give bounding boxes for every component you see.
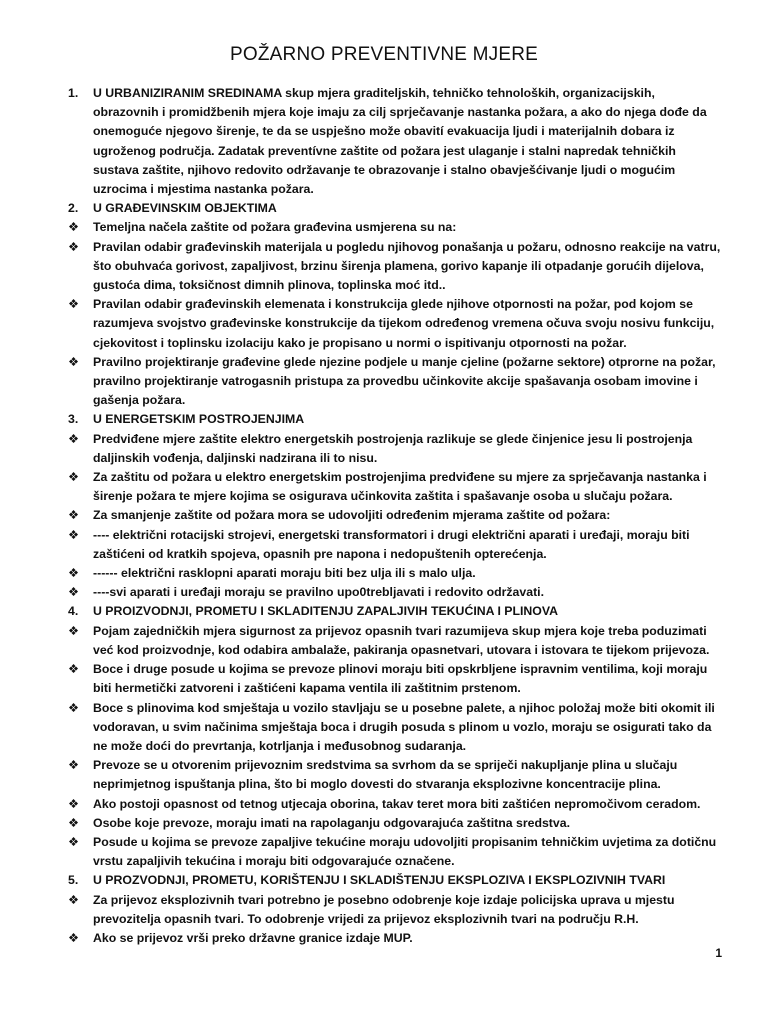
diamond-bullet-icon: ❖ <box>68 892 80 907</box>
section-number: 3. <box>68 412 79 427</box>
diamond-bullet-icon: ❖ <box>68 508 80 523</box>
bullet-text: Pravilno projektiranje građevine glede njezine podjele u manje cjeline (požarne sektore) otprorne na požar, pravilno projektiranje vatrogasnih pristupa za provedbu učinkovite akcije spašavanja osobam imovine i gašenja požara. <box>93 354 716 408</box>
bullet-item <box>63 564 723 583</box>
bullet-text: Boce s plinovima kod smještaja u vozilo stavljaju se u posebne palete, a njihoc položaj može biti okomit ili vodoravan, u svim načinima smještaja boca i drugih posuda s plinom u vozlo, moraju se osigurati tako da ne može doći do prevrtanja, kotrljanja i međusobnog sudaranja. <box>93 700 715 753</box>
bullet-item <box>63 833 723 871</box>
bullet-text: ---- električni rotacijski strojevi, energetski transformatori i drugi električni aparati i uređaji, moraju biti zaštićeni od kratkih spojeva, opasnih pre napona i nedopuštenih opterećenja. <box>93 527 690 561</box>
bullet-text: Za smanjenje zaštite od požara mora se udovoljiti određenim mjerama zaštite od požara: <box>93 508 611 523</box>
section-text: U URBANIZIRANIM SREDINAMA skup mjera graditeljskih, tehničko tehnoloških, organizacijskih, obrazovnih i promidžbenih mjera koje imaju za cilj sprječavanje nastanka požara, a ako do njega dođe da onemoguće njegovo širenje, te da se uspješno može obavití evakuacija ljudi i materijalnih dobara iz ugroženog područja. Zadatak preventívne zaštite od požara jest ulaganje i stalni napredak tehničkih sustava zaštite, njihovo redovito održavanje te obrazovanje i stalno obavješćivanje ljudi o mogućim uzrocima i mjestima nastanka požara. <box>93 86 707 197</box>
bullet-text: Ako postoji opasnost od tetnog utjecaja oborina, takav teret mora biti zaštićen nepromočivom ceradom. <box>93 796 701 811</box>
bullet-item <box>63 468 723 506</box>
bullet-text: ------ električni rasklopni aparati moraju biti bez ulja ili s malo ulja. <box>93 566 476 581</box>
diamond-bullet-icon: ❖ <box>68 297 80 312</box>
section-text: U GRAĐEVINSKIM OBJEKTIMA <box>93 201 277 216</box>
diamond-bullet-icon: ❖ <box>68 239 80 254</box>
bullet-item <box>63 218 723 237</box>
diamond-bullet-icon: ❖ <box>68 796 80 811</box>
bullet-text: Posude u kojima se prevoze zapaljive tekućine moraju udovoljiti propisanim tehničkim uvjetima za dotičnu vrstu zapaljivih tekućina i moraju biti odgovarajuće označene. <box>93 834 717 869</box>
document-title: POŽARNO PREVENTIVNE MJERE <box>230 44 538 65</box>
bullet-text: Pravilan odabir građevinskih elemenata i konstrukcija glede njihove otpornosti na požar, pod kojom se razumjeva svojstvo građevinske konstrukcije da tijekom određenog vremena očuva svoju nosivu funkciju, cjekovitost i toplinsku izolaciju kako je propisano u normi o ispitivanju otpornosti na požar. <box>93 297 715 350</box>
bullet-text: Boce i druge posude u kojima se prevoze plinovi moraju biti opskrbljene ispravnim ventilima, koji moraju biti hermetički zatvoreni i zaštićeni kapama ventila ili zaštitnim prstenom. <box>93 662 708 696</box>
bullet-item <box>63 929 723 948</box>
bullet-item <box>63 814 723 833</box>
diamond-bullet-icon: ❖ <box>68 930 80 945</box>
bullet-item <box>63 295 723 353</box>
bullet-text: Pravilan odabir građevinskih materijala u pogledu njihovog ponašanja u požaru, odnosno reakcije na vatru, što obuhvaća gorivost, zapaljivost, brzinu širenja plamena, gorivo kapanje ili otpadanje gorućih dijelova, gustoća dima, toksičnost dimnih plinova, toplinska moć itd.. <box>93 239 721 293</box>
diamond-bullet-icon: ❖ <box>68 470 80 485</box>
section-heading <box>63 602 723 621</box>
diamond-bullet-icon: ❖ <box>68 220 80 235</box>
diamond-bullet-icon: ❖ <box>68 585 80 600</box>
bullet-text: Za prijevoz eksplozivnih tvari potrebno je posebno odobrenje koje izdaje policijska uprava u mjestu prevozitelja opasnih tvari. To odobrenje vrijedi za prijevoz eksplozivnih tvari na području R.H. <box>93 892 675 926</box>
bullet-item <box>63 756 723 794</box>
bullet-item <box>63 430 723 468</box>
bullet-item <box>63 353 723 411</box>
bullet-item <box>63 660 723 698</box>
diamond-bullet-icon: ❖ <box>68 431 80 446</box>
diamond-bullet-icon: ❖ <box>68 700 80 715</box>
section-number: 1. <box>68 86 79 100</box>
diamond-bullet-icon: ❖ <box>68 354 80 369</box>
bullet-item <box>63 238 723 296</box>
diamond-bullet-icon: ❖ <box>68 834 80 849</box>
bullet-text: ----svi aparati i uređaji moraju se pravilno upo0trebljavati i redovito održavati. <box>93 585 544 600</box>
diamond-bullet-icon: ❖ <box>68 527 80 542</box>
section-number: 5. <box>68 873 79 888</box>
bullet-text: Pojam zajedničkih mjera sigurnost za prijevoz opasnih tvari razumijeva skup mjera koje treba poduzimati već kod proizvodnje, kod odabira ambalaže, pakiranja opasnetvari, utovara i istovara te tijekom prijevoza. <box>93 623 710 657</box>
section-heading <box>63 871 723 890</box>
section-heading <box>63 199 723 218</box>
diamond-bullet-icon: ❖ <box>68 566 80 581</box>
section-number: 2. <box>68 201 79 216</box>
document-body <box>63 84 723 948</box>
bullet-item <box>63 506 723 525</box>
bullet-text: Prevoze se u otvorenim prijevoznim sredstvima sa svrhom da se spriječi nakupljanje plina u slučaju neprimjetnog ispuštanja plina, što bi moglo dovesti do stvaranja eksplozivne koncentracije plina. <box>93 758 678 792</box>
bullet-item <box>63 795 723 814</box>
bullet-text: Temeljna načela zaštite od požara građevina usmjerena su na: <box>93 220 457 235</box>
diamond-bullet-icon: ❖ <box>68 623 80 638</box>
section-text: U ENERGETSKIM POSTROJENJIMA <box>93 412 305 427</box>
bullet-text: Za zaštitu od požara u elektro energetskim postrojenjima predviđene su mjere za sprječavanja nastanka i širenje požara te mjere kojima se osigurava učinkovita zaštita i spašavanje osoba u slučaju požara. <box>93 470 707 504</box>
bullet-item <box>63 526 723 564</box>
diamond-bullet-icon: ❖ <box>68 758 80 773</box>
bullet-item <box>63 699 723 757</box>
section-text: U PROIZVODNJI, PROMETU I SKLADITENJU ZAPALJIVIH TEKUĆINA I PLINOVA <box>93 604 559 619</box>
bullet-text: Osobe koje prevoze, moraju imati na rapolaganju odgovarajuća zaštitna sredstva. <box>93 815 570 830</box>
section-heading <box>63 84 723 199</box>
section-text: U PROZVODNJI, PROMETU, KORIŠTENJU I SKLADIŠTENJU EKSPLOZIVA I EKSPLOZIVNIH TVARI <box>93 873 666 888</box>
section-heading <box>63 410 723 429</box>
diamond-bullet-icon: ❖ <box>68 662 80 677</box>
page-number: 1 <box>715 946 722 960</box>
bullet-item <box>63 891 723 929</box>
bullet-text: Ako se prijevoz vrši preko državne granice izdaje MUP. <box>93 930 413 945</box>
bullet-text: Predviđene mjere zaštite elektro energetskih postrojenja razlikuje se glede činjenice jesu li postrojenja daljinskih vođenja, daljinski nadzirana ili to nisu. <box>93 431 693 465</box>
diamond-bullet-icon: ❖ <box>68 815 80 830</box>
section-number: 4. <box>68 604 79 619</box>
bullet-item <box>63 622 723 660</box>
bullet-item <box>63 583 723 602</box>
